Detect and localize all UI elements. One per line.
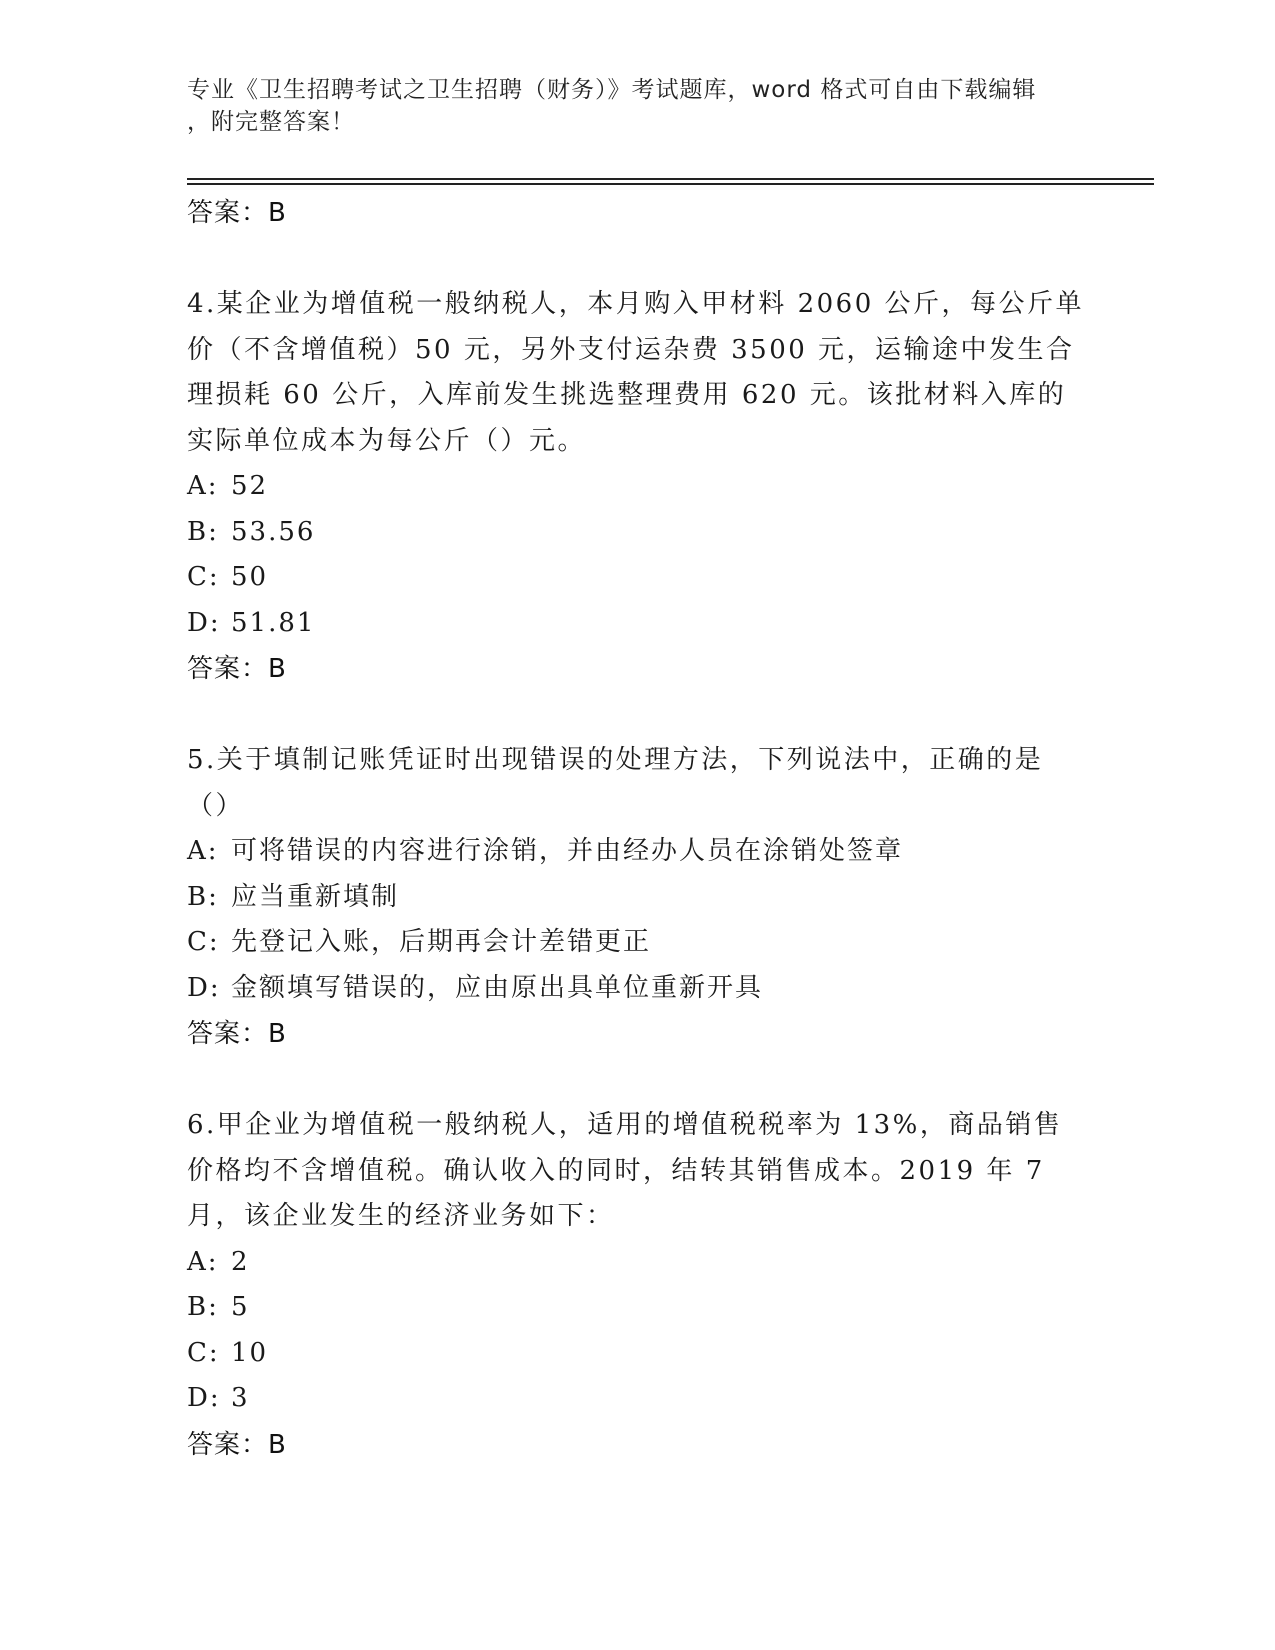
option-text: 3: [231, 1383, 250, 1413]
header-title: 专业《卫生招聘考试之卫生招聘（财务）》考试题库，word 格式可自由下载编辑: [187, 77, 1037, 103]
question-answer: 答案：B: [187, 1019, 287, 1049]
option-d: [187, 601, 1087, 647]
option-a: [187, 829, 1087, 875]
page-header: [187, 74, 1077, 138]
question-stem: 4.某企业为增值税一般纳税人，本月购入甲材料 2060 公斤，每公斤单价（不含增值税）50 元，另外支付运杂费 3500 元，运输途中发生合理损耗 60 公斤，入库前发生挑选整理费用 620 元。该批材料入库的实际单位成本为每公斤（）元。: [187, 289, 1085, 456]
option-c: [187, 1331, 1087, 1377]
option-letter: B:: [187, 881, 219, 912]
option-text: 2: [231, 1246, 250, 1277]
option-text: 50: [231, 562, 269, 592]
option-letter: C:: [187, 562, 220, 592]
option-d: [187, 966, 1087, 1012]
option-a: [187, 464, 1087, 510]
option-letter: D:: [187, 1383, 221, 1413]
option-text: 53.56: [231, 516, 316, 547]
option-c: [187, 920, 1087, 966]
option-letter: D:: [187, 972, 221, 1003]
option-text: 10: [231, 1337, 269, 1368]
header-divider-bottom: [187, 183, 1154, 185]
question-6: [187, 1103, 1087, 1468]
option-b: [187, 510, 1087, 556]
option-a: [187, 1240, 1087, 1286]
question-stem: 5.关于填制记账凭证时出现错误的处理方法，下列说法中，正确的是（）: [187, 745, 1044, 821]
question-4: [187, 282, 1087, 692]
option-text: 可将错误的内容进行涂销，并由经办人员在涂销处签章: [231, 836, 904, 866]
header-subtitle: ，附完整答案！: [187, 109, 355, 135]
previous-answer: 答案：B: [187, 198, 287, 228]
option-letter: A:: [187, 471, 219, 501]
question-5: [187, 738, 1087, 1057]
option-text: 先登记入账，后期再会计差错更正: [231, 927, 652, 957]
option-letter: A:: [187, 836, 219, 866]
option-b: [187, 875, 1087, 921]
option-text: 51.81: [231, 607, 316, 638]
option-text: 5: [231, 1292, 250, 1322]
question-answer: 答案：B: [187, 654, 287, 684]
option-letter: B:: [187, 1292, 219, 1322]
option-letter: D:: [187, 607, 221, 638]
option-letter: B:: [187, 516, 219, 547]
option-d: [187, 1376, 1087, 1422]
option-b: [187, 1285, 1087, 1331]
question-stem: 6.甲企业为增值税一般纳税人，适用的增值税税率为 13%，商品销售价格均不含增值税。确认收入的同时，结转其销售成本。2019 年 7 月，该企业发生的经济业务如下：: [187, 1110, 1063, 1231]
option-c: [187, 555, 1087, 601]
option-text: 金额填写错误的，应由原出具单位重新开具: [231, 972, 764, 1003]
option-letter: C:: [187, 1337, 220, 1368]
option-letter: A:: [187, 1246, 219, 1277]
option-letter: C:: [187, 927, 220, 957]
question-answer: 答案：B: [187, 1429, 287, 1460]
option-text: 52: [231, 471, 269, 501]
header-divider-top: [187, 178, 1154, 180]
option-text: 应当重新填制: [231, 881, 400, 912]
question-list: [187, 190, 1087, 1468]
